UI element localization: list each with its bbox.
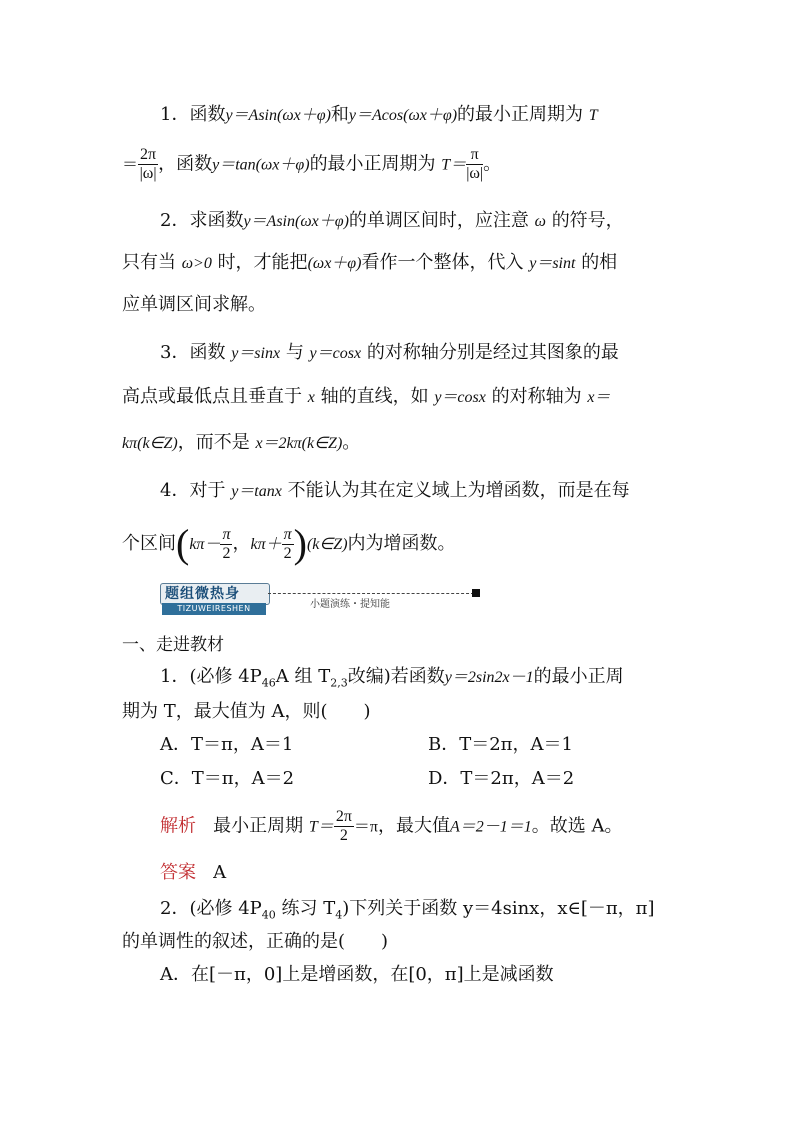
q1-solution: 解析 最小正周期 T＝ $\frac{2\pi}{2}$ ＝π，最大值A＝2－1＝1。故选 A。 bbox=[160, 808, 623, 844]
banner-title: 题组微热身 bbox=[165, 586, 240, 602]
answer-label: 答案 bbox=[160, 862, 196, 883]
note1-line2: ＝ $\frac{2\pi}{|\omega|}$ ，函数y＝tan(ωx＋φ)的最小正周期为 T＝ $\frac{\pi}{|\omega|}$ 。 bbox=[122, 146, 502, 182]
q2-line2: 的单调性的叙述，正确的是( ) bbox=[122, 931, 389, 952]
banner-pinyin: TIZUWEIRESHEN bbox=[162, 603, 266, 615]
note1-line1: 1．函数y＝Asin(ωx＋φ)和y＝Acos(ωx＋φ)的最小正周期为 T bbox=[160, 104, 598, 125]
q2-option-a: A．在[－π，0]上是增函数，在[0，π]上是减函数 bbox=[160, 964, 554, 985]
q1-answer: 答案 A bbox=[160, 862, 227, 883]
banner-tag bbox=[160, 583, 270, 605]
right-paren: ) bbox=[293, 521, 307, 566]
q2-line1: 2．(必修 $4P_{40}$ 练习 $T_4$)下列关于函数 y＝4sinx，x∈[－π，π] bbox=[160, 898, 655, 922]
note4-line2: 个区间(kπ－ $\frac{\pi}{2}$ ，kπ＋ $\frac{\pi}{2}$ )(k∈Z)内为增函数。 bbox=[122, 521, 456, 566]
banner-end-marker bbox=[472, 589, 480, 597]
period-fraction-tan: $\frac{2\pi}{|\omega|}$ bbox=[139, 146, 157, 182]
q1-option-a: A．T＝π，A＝1 bbox=[160, 734, 294, 755]
note2-line2: 只有当 ω>0 时，才能把(ωx＋φ)看作一个整体，代入 y＝sint 的相 bbox=[122, 252, 618, 273]
left-paren: ( bbox=[176, 521, 190, 566]
period-fraction-tan-pi: $\frac{\pi}{|\omega|}$ bbox=[466, 146, 484, 182]
note2-line3: 应单调区间求解。 bbox=[122, 294, 266, 315]
note3-line3: kπ(k∈Z)，而不是 x＝2kπ(k∈Z)。 bbox=[122, 432, 361, 453]
q1-option-c: C．T＝π，A＝2 bbox=[160, 768, 295, 789]
solution-label: 解析 bbox=[160, 815, 196, 837]
note3-line1: 3．函数 y＝sinx 与 y＝cosx 的对称轴分别是经过其图象的最 bbox=[160, 342, 619, 363]
banner-rule bbox=[268, 593, 474, 594]
note3-line2: 高点或最低点且垂直于 x 轴的直线，如 y＝cosx 的对称轴为 x＝ bbox=[122, 386, 611, 407]
section-heading: 一、走进教材 bbox=[122, 635, 224, 655]
q1-option-b: B．T＝2π，A＝1 bbox=[428, 734, 573, 755]
q1-option-d: D．T＝2π，A＝2 bbox=[428, 768, 575, 789]
banner-subtitle: 小题演练・提知能 bbox=[310, 599, 390, 610]
note2-line1: 2．求函数y＝Asin(ωx＋φ)的单调区间时，应注意 ω 的符号， bbox=[160, 210, 624, 231]
note4-line1: 4．对于 y＝tanx 不能认为其在定义域上为增函数，而是在每 bbox=[160, 480, 630, 501]
q1-line2: 期为 T，最大值为 A，则( ) bbox=[122, 701, 371, 722]
q1-line1: 1．(必修 $4P_{46}A$ 组 $T_{2,3}$改编)若函数y＝2sin2x－1的最小正周 bbox=[160, 666, 624, 690]
section-banner bbox=[160, 581, 482, 617]
